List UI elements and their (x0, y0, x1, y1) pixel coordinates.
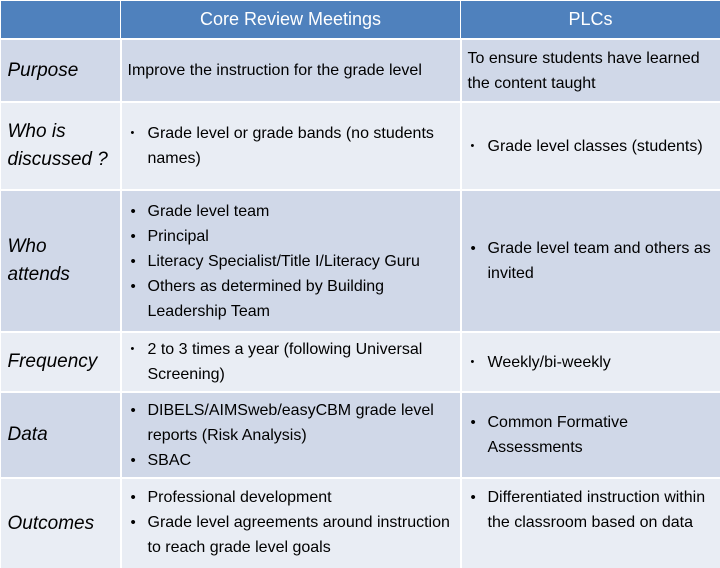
header-plcs: PLCs (461, 1, 720, 40)
header-corner (1, 1, 121, 40)
bullet-list (128, 337, 454, 387)
core-cell (121, 39, 461, 102)
bullet-list (128, 485, 454, 560)
list-item: • SBAC (128, 448, 454, 473)
table-row-frequency (1, 332, 720, 392)
row-label: Purpose (1, 39, 121, 102)
list-item: • Others as determined by Building Leadership Team (128, 274, 454, 324)
bullet-list (128, 398, 454, 473)
list-item: • Literacy Specialist/Title I/Literacy Guru (128, 249, 454, 274)
list-item: • Grade level team (128, 199, 454, 224)
row-label: Outcomes (1, 478, 121, 568)
bullet-list (128, 121, 454, 171)
bullet-list (468, 134, 715, 159)
list-item: • 2 to 3 times a year (following Universal Screening) (128, 337, 454, 387)
bullet-list (468, 236, 715, 286)
plc-cell (461, 39, 720, 102)
plc-cell (461, 392, 720, 478)
plc-cell (461, 332, 720, 392)
table-row-data (1, 392, 720, 478)
list-item: • Grade level agreements around instruction to reach grade level goals (128, 510, 454, 560)
list-item: • Grade level classes (students) (468, 134, 715, 159)
row-label: Frequency (1, 332, 121, 392)
core-cell (121, 102, 461, 190)
list-item: • Differentiated instruction within the classroom based on data (468, 485, 715, 535)
plc-cell (461, 102, 720, 190)
core-cell (121, 478, 461, 568)
plc-cell (461, 190, 720, 332)
bullet-list (468, 485, 715, 535)
row-label: Who attends (1, 190, 121, 332)
core-cell (121, 190, 461, 332)
table-row-outcomes (1, 478, 720, 568)
core-cell (121, 332, 461, 392)
core-cell (121, 392, 461, 478)
row-label: Who is discussed ? (1, 102, 121, 190)
list-item: • Grade level team and others as invited (468, 236, 715, 286)
bullet-list (468, 350, 715, 375)
table-row-purpose (1, 39, 720, 102)
list-item: • Principal (128, 224, 454, 249)
table-row-who-attends (1, 190, 720, 332)
cell-text: To ensure students have learned the content taught (468, 46, 715, 96)
list-item: • Professional development (128, 485, 454, 510)
header-core-review: Core Review Meetings (121, 1, 461, 40)
list-item: • Grade level or grade bands (no students names) (128, 121, 454, 171)
row-label: Data (1, 392, 121, 478)
list-item: • Weekly/bi-weekly (468, 350, 715, 375)
bullet-list (128, 199, 454, 324)
table-row-who-discussed (1, 102, 720, 190)
header-row (1, 1, 720, 40)
plc-cell (461, 478, 720, 568)
bullet-list (468, 410, 715, 460)
list-item: • DIBELS/AIMSweb/easyCBM grade level reports (Risk Analysis) (128, 398, 454, 448)
list-item: • Common Formative Assessments (468, 410, 715, 460)
cell-text: Improve the instruction for the grade level (128, 58, 454, 83)
